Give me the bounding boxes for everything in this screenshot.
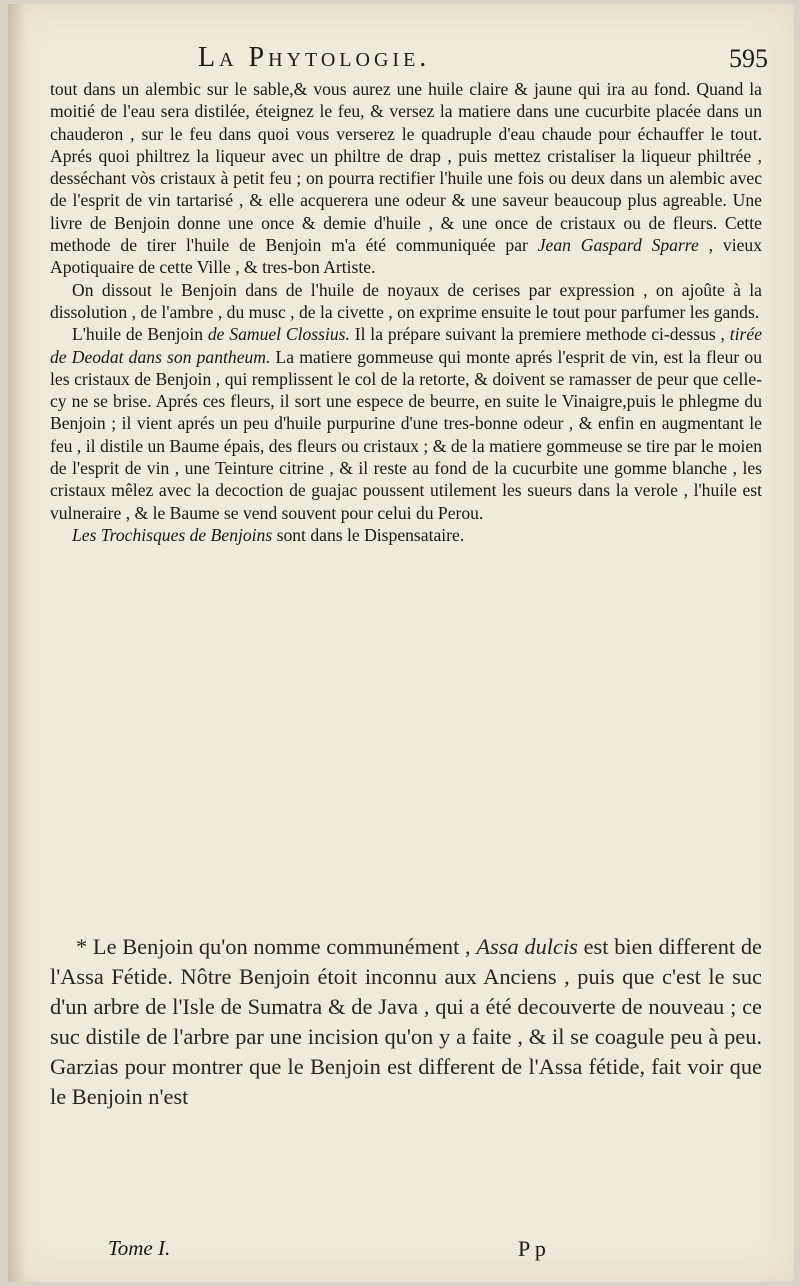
footnote — [50, 932, 762, 1112]
paragraph-distillation-method: tout dans un alembic sur le sable,& vous aurez une huile claire & jaune qui ira au fond. Quand la moitié de l'eau sera distilée, éteignez le feu, & versez la matiere dans une cucurbite placée dans un chauderon , sur le feu dans quoi vous verserez le quadruple d'eau chaude pour échauffer le tout. Aprés quoi philtrez la liqueur avec un philtre de drap , puis mettez cristaliser la liqueur philtrée , desséchant vòs cristaux à petit feu ; on pourra rectifier l'huile une fois ou deux dans un alembic avec de l'esprit de vin tartarisé , & elle acquerera une odeur & une saveur beaucoup plus agreable. Une livre de Benjoin donne une once & demie d'huile , & une once de cristaux ou de fleurs. Cette methode de tirer l'huile de Benjoin m'a été communiquée par Jean Gaspard Sparre , vieux Apotiquaire de cette Ville , & tres-bon Artiste. — [50, 79, 762, 278]
running-title: La Phytologie. — [198, 42, 431, 73]
latin-term: Assa dulcis — [476, 934, 578, 959]
signature-mark: P p — [518, 1236, 546, 1261]
paragraph-clossius: L'huile de Benjoin de Samuel Clossius. Il la prépare suivant la premiere methode ci-dessus , tirée de Deodat dans son pantheum. La matiere gommeuse qui monte aprés l'esprit de vin, est la fleur ou les cristaux de Benjoin , qui remplissent le col de la retorte, & doivent se ramasser de peur que celle-cy ne se brise. Aprés ces fleurs, il sort une espece de beurre, en suite le Vinaigre,puis le phlegme du Benjoin ; il vient aprés un peu d'huile purpurine d'une tres-bonne odeur , & enfin en augmentant le feu , il distile un Baume épais, des fleurs ou cristaux ; & de la matiere gommeuse se tire par le moien de l'esprit de vin , une Teinture citrine , & il reste au fond de la cucurbite une gomme blanche , les cristaux mêlez avec la decoction de guajac poussent utilement les sueurs dans la verole , l'huile est vulneraire , & le Baume se vend souvent pour celui du Perou. — [50, 324, 763, 523]
author-name: de Samuel Clossius. — [207, 324, 350, 345]
source-reference: tirée de Deodat dans son pantheum. — [50, 324, 763, 367]
page-header — [48, 42, 768, 82]
page-footer — [50, 1236, 762, 1268]
paragraph-perfume: On dissout le Benjoin dans de l'huile de noyaux de cerises par expression , on ajoûte à la dissolution , de l'ambre , du musc , de la civette , on exprime ensuite le tout pour parfumer les gands. — [50, 279, 762, 322]
page-gutter-shadow — [8, 4, 26, 1282]
paragraph-trochisques: Les Trochisques de Benjoins sont dans le Dispensataire. — [72, 524, 465, 545]
author-name: Jean Gaspard Sparre — [537, 235, 699, 256]
main-text — [50, 78, 762, 546]
page-number: 595 — [729, 44, 768, 73]
footnote-paragraph: * Le Benjoin qu'on nomme communément , Assa dulcis est bien different de l'Assa Fétide. Nôtre Benjoin étoit inconnu aux Anciens , puis que c'est le suc d'un arbre de l'Isle de Sumatra & de Java , qui a été decouverte de nouveau ; ce suc distile de l'arbre par une incision qu'on y a faite , & il se coagule peu à peu. Garzias pour montrer que le Benjoin est different de l'Assa fétide, fait voir que le Benjoin n'est — [50, 934, 762, 1109]
volume-label: Tome I. — [108, 1236, 171, 1260]
